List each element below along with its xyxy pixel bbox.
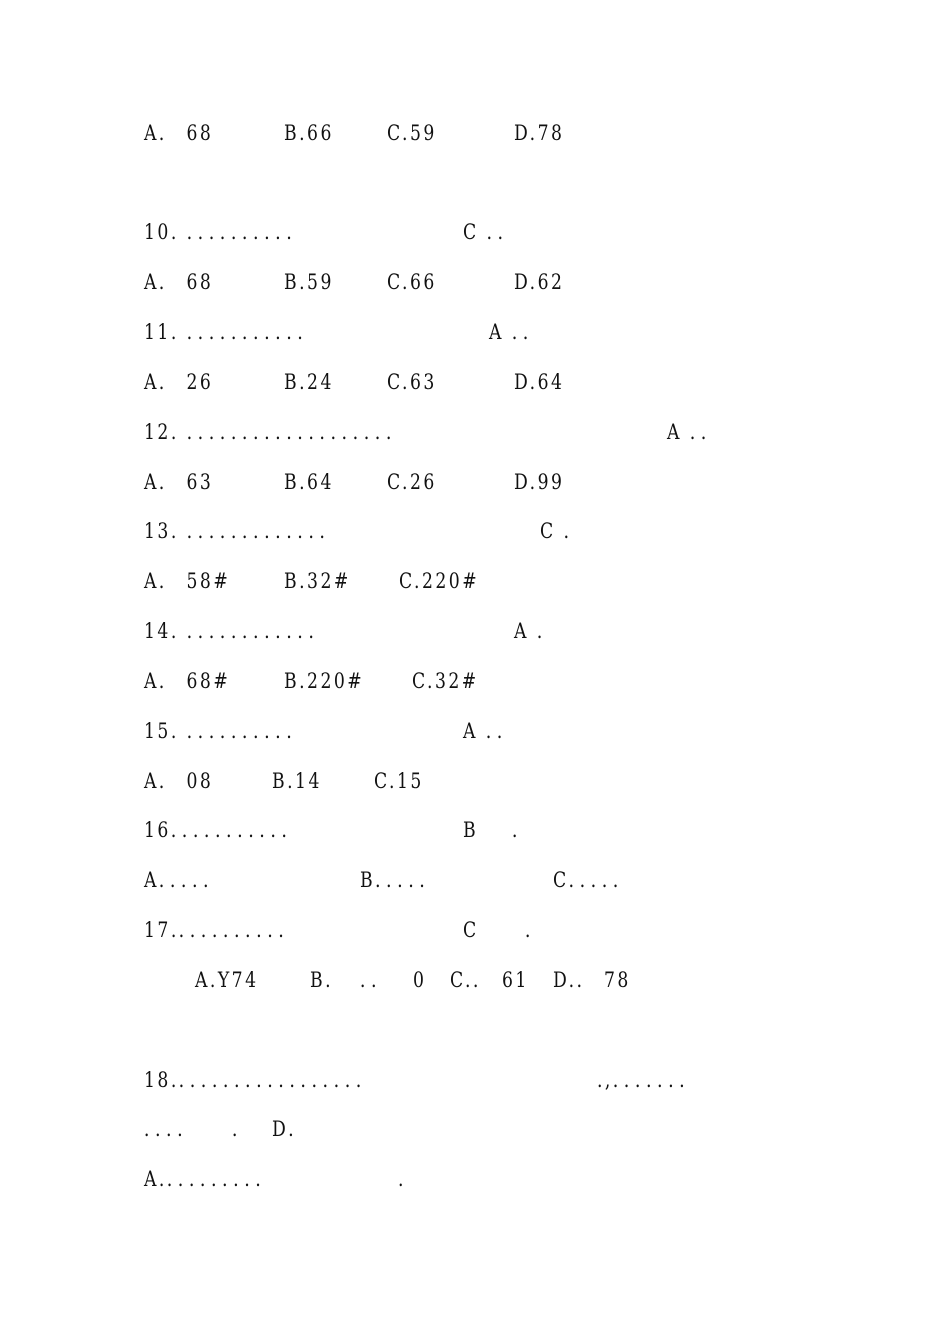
question-16-answer-bracket: ． [512,818,532,842]
answer-option-a: A． 68 [144,270,214,294]
answer-option-b: B.24 [284,370,334,394]
question-11-answer: A ．． [489,320,543,344]
answer-option-b: B.59 [284,270,334,294]
answer-option-b: B．．．．． [360,868,440,892]
answer-option-d: D.78 [514,121,565,145]
answer-option-a-end: . [398,1167,406,1191]
answer-option-a: A． 58# [144,569,231,593]
answer-option-b: B. [310,968,334,992]
question-11-text: 11. ．．．．．．．．．．． [144,320,318,344]
answer-option-d: D.64 [514,370,565,394]
question-18-answer: D． [272,1117,308,1141]
question-16-text: 16．．．．．．．．．．． [144,818,302,842]
answer-option-b-value: 0 [413,968,427,992]
question-17-text: 17.．．．．．．．．．． [144,918,299,942]
answer-option-c: C.． [450,968,493,992]
answer-option-b-text: ．． [360,968,391,992]
answer-option-c: C.15 [374,769,424,793]
answer-option-a: A.．．．．．．．．． [144,1167,276,1191]
answer-option-a: A． 08 [144,769,214,793]
answer-option-d: D.． [553,968,597,992]
answer-option-b: B.64 [284,470,334,494]
answer-option-a: A． 26 [144,370,214,394]
question-18-text-line2: ．．．． [144,1117,197,1141]
answer-option-a: A． 63 [144,470,214,494]
question-12-answer: A ．． [667,420,721,444]
question-16-answer: B [463,818,479,842]
answer-option-b: B.14 [272,769,322,793]
answer-option-c: C.220# [399,569,480,593]
answer-option-c: C.32# [412,669,479,693]
question-18-answer-bracket: ． [232,1117,252,1141]
question-17-answer: C [463,918,479,942]
question-15-answer: A ．． [463,719,517,743]
question-10-text: 10. ．．．．．．．．．． [144,220,307,244]
answer-option-c: C.63 [387,370,437,394]
question-12-text: 12. ．．．．．．．．．．．．．．．．．．． [144,420,406,444]
question-10-answer: C ．． [463,220,518,244]
answer-option-d-value: 78 [604,968,631,992]
question-13-answer: C ． [540,519,584,543]
answer-option-b: B.32# [284,569,351,593]
answer-option-c: C．．．．． [553,868,633,892]
answer-option-b: B.220# [284,669,365,693]
question-17-answer-bracket: ． [525,918,545,942]
answer-option-d: D.99 [514,470,565,494]
answer-option-a: A.Y74 [195,968,259,992]
answer-option-c: C.66 [387,270,437,294]
answer-option-c: C.59 [387,121,437,145]
answer-option-c: C.26 [387,470,437,494]
question-18-text: 18.．．．．．．．．．．．．．．．．． [144,1068,376,1092]
answer-option-d: D.62 [514,270,565,294]
question-18-text-continued: .,．．．．．．． [597,1068,699,1092]
answer-option-b: B.66 [284,121,334,145]
answer-option-a: A． 68# [144,669,231,693]
answer-option-a: A．．．．． [144,868,223,892]
question-14-answer: A ． [514,619,557,643]
question-14-text: 14. ．．．．．．．．．．．． [144,619,329,643]
answer-option-c-value: 61 [502,968,529,992]
question-15-text: 15. ．．．．．．．．．． [144,719,307,743]
answer-option-a: A． 68 [144,121,214,145]
question-13-text: 13. ．．．．．．．．．．．．． [144,519,340,543]
